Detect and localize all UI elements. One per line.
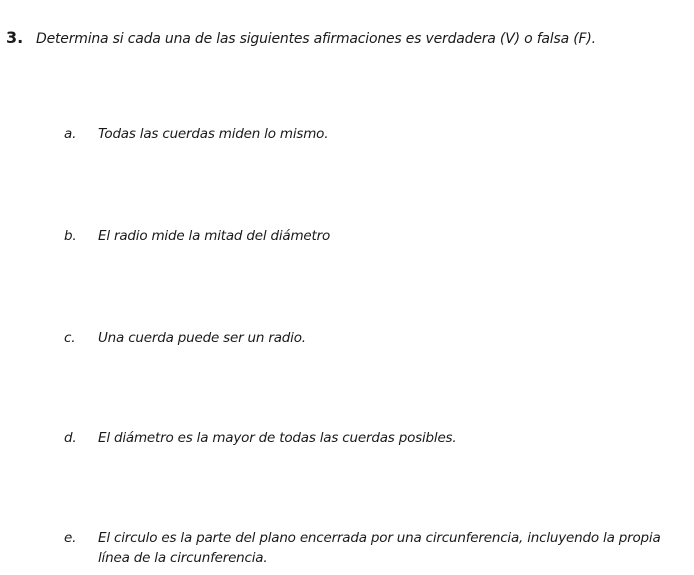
- statement-text: El radio mide la mitad del diámetro: [98, 228, 331, 244]
- statement-letter: b.: [64, 228, 77, 244]
- statement-item-c: [64, 328, 678, 348]
- statement-item-b: [64, 226, 678, 246]
- statement-letter: e.: [64, 530, 77, 546]
- statement-letter: d.: [64, 430, 77, 446]
- statement-letter: c.: [64, 330, 76, 346]
- question-heading: [6, 28, 596, 47]
- statement-letter: a.: [64, 126, 77, 142]
- statement-item-d: [64, 428, 678, 448]
- statement-text: Todas las cuerdas miden lo mismo.: [98, 126, 329, 142]
- question-text: Determina si cada una de las siguientes afirmaciones es verdadera (V) o falsa (F).: [36, 31, 596, 47]
- question-number: 3.: [6, 28, 24, 47]
- statement-item-e: [64, 528, 678, 568]
- statement-text: El diámetro es la mayor de todas las cuerdas posibles.: [98, 430, 457, 446]
- statement-text: El circulo es la parte del plano encerrada por una circunferencia, incluyendo la propia línea de la circunferencia.: [98, 530, 661, 566]
- statement-item-a: [64, 124, 678, 144]
- statement-text: Una cuerda puede ser un radio.: [98, 330, 306, 346]
